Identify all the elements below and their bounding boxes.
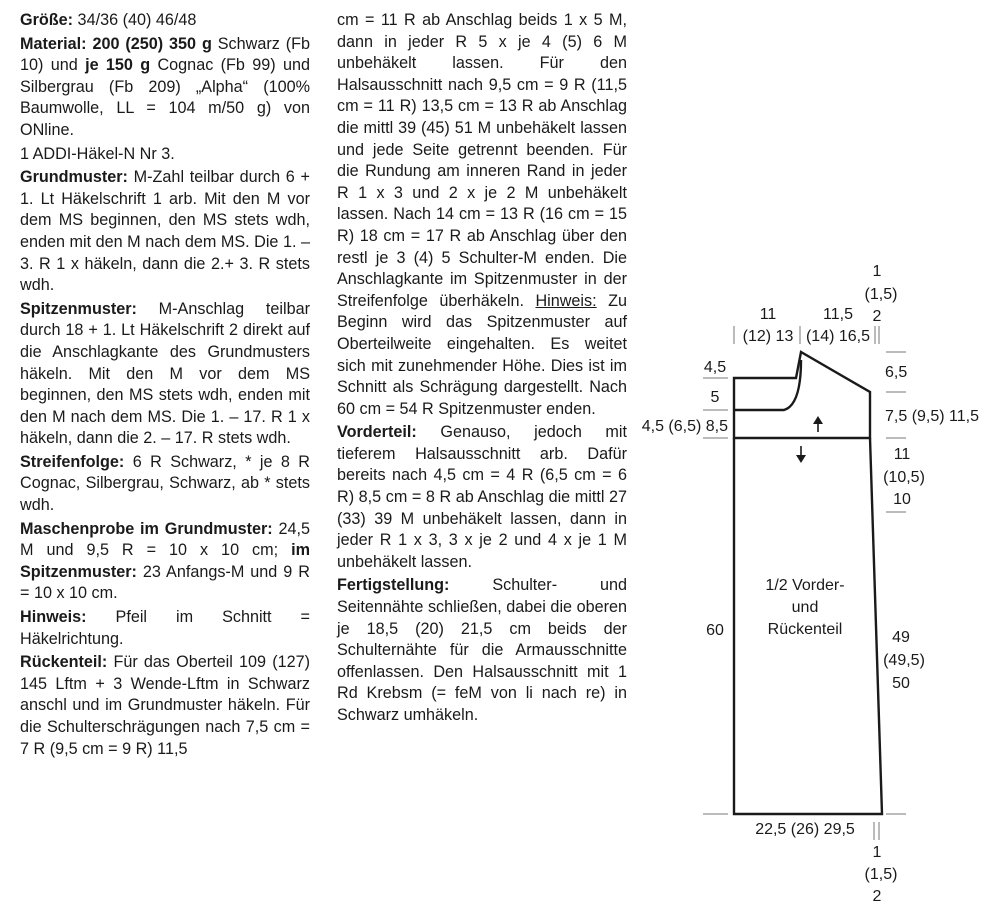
section-heading: Spitzenmuster: bbox=[20, 299, 137, 318]
body-text: Schwarz (Fb 10) und bbox=[20, 34, 310, 75]
paragraph bbox=[20, 34, 310, 142]
section-heading: Größe: bbox=[20, 11, 74, 29]
side-length-label-2: (49,5) bbox=[883, 652, 925, 669]
body-text: M-Anschlag teilbar durch 18 + 1. Lt Häkelschrift 2 direkt auf die Anschlagkante des Grundmusters häkeln. Mit den M vor dem MS beginnen, den MS stets wdh, enden mit den M nach dem MS. Die 1. – 17. R 1 x häkeln, dann die 2. – 17. R stets wdh. bbox=[20, 299, 310, 448]
center-label-1: 1/2 Vorder- bbox=[765, 577, 845, 594]
body-text: cm = 11 R ab Anschlag beids 1 x 5 M, dann in jeder R 5 x je 4 (5) 6 M unbehäkelt lassen. Für den Halsausschnitt nach 9,5 cm = 9 R (11,5 cm = 11 R) 13,5 cm = 13 R ab Anschlag die mittl 39 (45) 51 M unbehäkelt lassen und jede Seite getrennt beenden. Für die Rundung am inneren Rand in jeder R 1 x 3 und 2 x je 2 M unbehäkelt lassen. Nach 14 cm = 13 R (16 cm = 15 R) 18 cm = 17 R ab Anschlag über den restl je 3 (4) 5 Schulter-M enden. Die Anschlagkante im Spitzenmuster in der Streifenfolge überhäkeln. bbox=[337, 11, 627, 310]
body-text: Pfeil im Schnitt = Häkelrichtung. bbox=[20, 608, 310, 648]
center-label-3: Rückenteil bbox=[767, 621, 843, 638]
bodice-left-label: 4,5 (6,5) 8,5 bbox=[641, 418, 728, 435]
paragraph bbox=[20, 519, 310, 605]
neck-width-label-2: (12) 13 bbox=[742, 328, 794, 345]
section-heading: Hinweis: bbox=[20, 608, 87, 627]
section-heading: Maschenprobe im Grundmuster: bbox=[20, 519, 273, 538]
flare-label-1: 11 bbox=[893, 446, 911, 463]
paragraph bbox=[20, 607, 310, 650]
neck-inner-label: 5 bbox=[710, 389, 720, 406]
hem-width-label: 22,5 (26) 29,5 bbox=[755, 821, 855, 838]
note-label: Hinweis: bbox=[535, 291, 597, 310]
flare-label-2: (10,5) bbox=[883, 469, 925, 486]
length-label: 60 bbox=[706, 622, 724, 639]
body-text: Für das Oberteil 109 (127) 145 Lftm + 3 Wende-Lftm in Schwarz anschl und im Grundmuster häkeln. Für die Schulterschrägungen nach 7,5 cm = 7 R (9,5 cm = 9 R) 11,5 bbox=[20, 653, 310, 758]
section-heading: Grundmuster: bbox=[20, 168, 128, 187]
paragraph bbox=[20, 167, 310, 297]
body-text: 24,5 M und 9,5 R = 10 x 10 cm; bbox=[20, 519, 310, 560]
body-text: 6 R Schwarz, * je 8 R Cognac, Silbergrau, Schwarz, ab * stets wdh. bbox=[20, 452, 310, 515]
shoulder-width-label-1: 11,5 bbox=[823, 306, 853, 323]
body-text: M-Zahl teilbar durch 6 + 1. Lt Häkelschrift 1 arb. Mit den M vor dem MS beginnen, den MS stets wdh, enden mit den M nach dem MS. Die 1. – 3. R 1 x häkeln, dann die 2.+ 3. R stets wdh. bbox=[20, 168, 310, 295]
body-text: 23 Anfangs-M und 9 R = 10 x 10 cm. bbox=[20, 562, 310, 603]
shoulder-label-2: (1,5) bbox=[864, 286, 898, 303]
paragraph bbox=[20, 10, 310, 32]
center-label-2: und bbox=[791, 599, 819, 616]
neck-depth-label: 4,5 bbox=[703, 359, 727, 376]
paragraph bbox=[337, 10, 627, 420]
paragraph bbox=[337, 575, 627, 726]
body-text: Cognac (Fb 99) und Silbergrau (Fb 209) „Alpha“ (100% Baumwolle, LL = 104 m/50 g) von ONline. bbox=[20, 56, 310, 139]
up-arrow bbox=[813, 416, 823, 432]
down-arrow bbox=[796, 446, 806, 463]
neck-width-label-1: 11 bbox=[759, 306, 777, 323]
hem-flare-label-3: 2 bbox=[872, 888, 882, 905]
flare-label-3: 10 bbox=[893, 491, 911, 508]
section-heading: Rückenteil: bbox=[20, 653, 108, 672]
hem-flare-label-2: (1,5) bbox=[864, 866, 898, 883]
body-text: Genauso, jedoch mit tieferem Halsausschnitt arb. Dafür bereits nach 4,5 cm = 4 R (6,5 cm = 6 R) 8,5 cm = 8 R ab Anschlag die mittl 27 (33) 39 M unbehäkelt lassen, dann in jeder R 1 x 3, 3 x je 2 und 4 x je 1 M unbehäkelt lassen. bbox=[337, 423, 627, 571]
bodice-right-label: 7,5 (9,5) 11,5 bbox=[885, 408, 979, 425]
section-heading: je 150 g bbox=[85, 56, 151, 75]
shoulder-label-3: 2 bbox=[872, 308, 882, 325]
paragraph bbox=[337, 422, 627, 573]
body-text: Zu Beginn wird das Spitzenmuster auf Oberteilweite eingehalten. Es weitet sich mit zunehmender Höhe. Dies ist im Schnitt als Schrägung dargestellt. Nach 60 cm = 54 R Spitzenmuster enden. bbox=[337, 291, 627, 418]
paragraph bbox=[20, 452, 310, 517]
shoulder-label-1: 1 bbox=[872, 263, 882, 280]
text-column-left bbox=[20, 10, 310, 760]
paragraph bbox=[20, 144, 310, 166]
shoulder-slope-label: 6,5 bbox=[885, 364, 908, 381]
body-text: 34/36 (40) 46/48 bbox=[73, 11, 197, 29]
side-length-label-3: 50 bbox=[892, 675, 910, 692]
hem-flare-label-1: 1 bbox=[872, 844, 882, 861]
section-heading: im Spitzenmuster: bbox=[20, 541, 310, 581]
body-text: 1 ADDI-Häkel-N Nr 3. bbox=[20, 144, 175, 163]
section-heading: Fertigstellung: bbox=[337, 576, 450, 595]
side-length-label-1: 49 bbox=[892, 629, 910, 646]
text-column-right bbox=[337, 10, 627, 727]
paragraph bbox=[20, 652, 310, 760]
paragraph bbox=[20, 299, 310, 450]
body-text: Schulter- und Seitennähte schließen, dabei die oberen je 18,5 (20) 21,5 cm beids der Schulternähte für die Armausschnitte offenlassen. Den Halsausschnitt mit 1 Rd Krebsm (= feM von li nach re) in Schwarz umhäkeln. bbox=[337, 576, 627, 724]
section-heading: Material: 200 (250) 350 g bbox=[20, 34, 212, 53]
section-heading: Vorderteil: bbox=[337, 423, 417, 442]
section-heading: Streifenfolge: bbox=[20, 452, 125, 471]
shoulder-width-label-2: (14) 16,5 bbox=[805, 328, 871, 345]
pattern-schematic bbox=[620, 250, 984, 916]
neckline-inner bbox=[734, 360, 801, 410]
